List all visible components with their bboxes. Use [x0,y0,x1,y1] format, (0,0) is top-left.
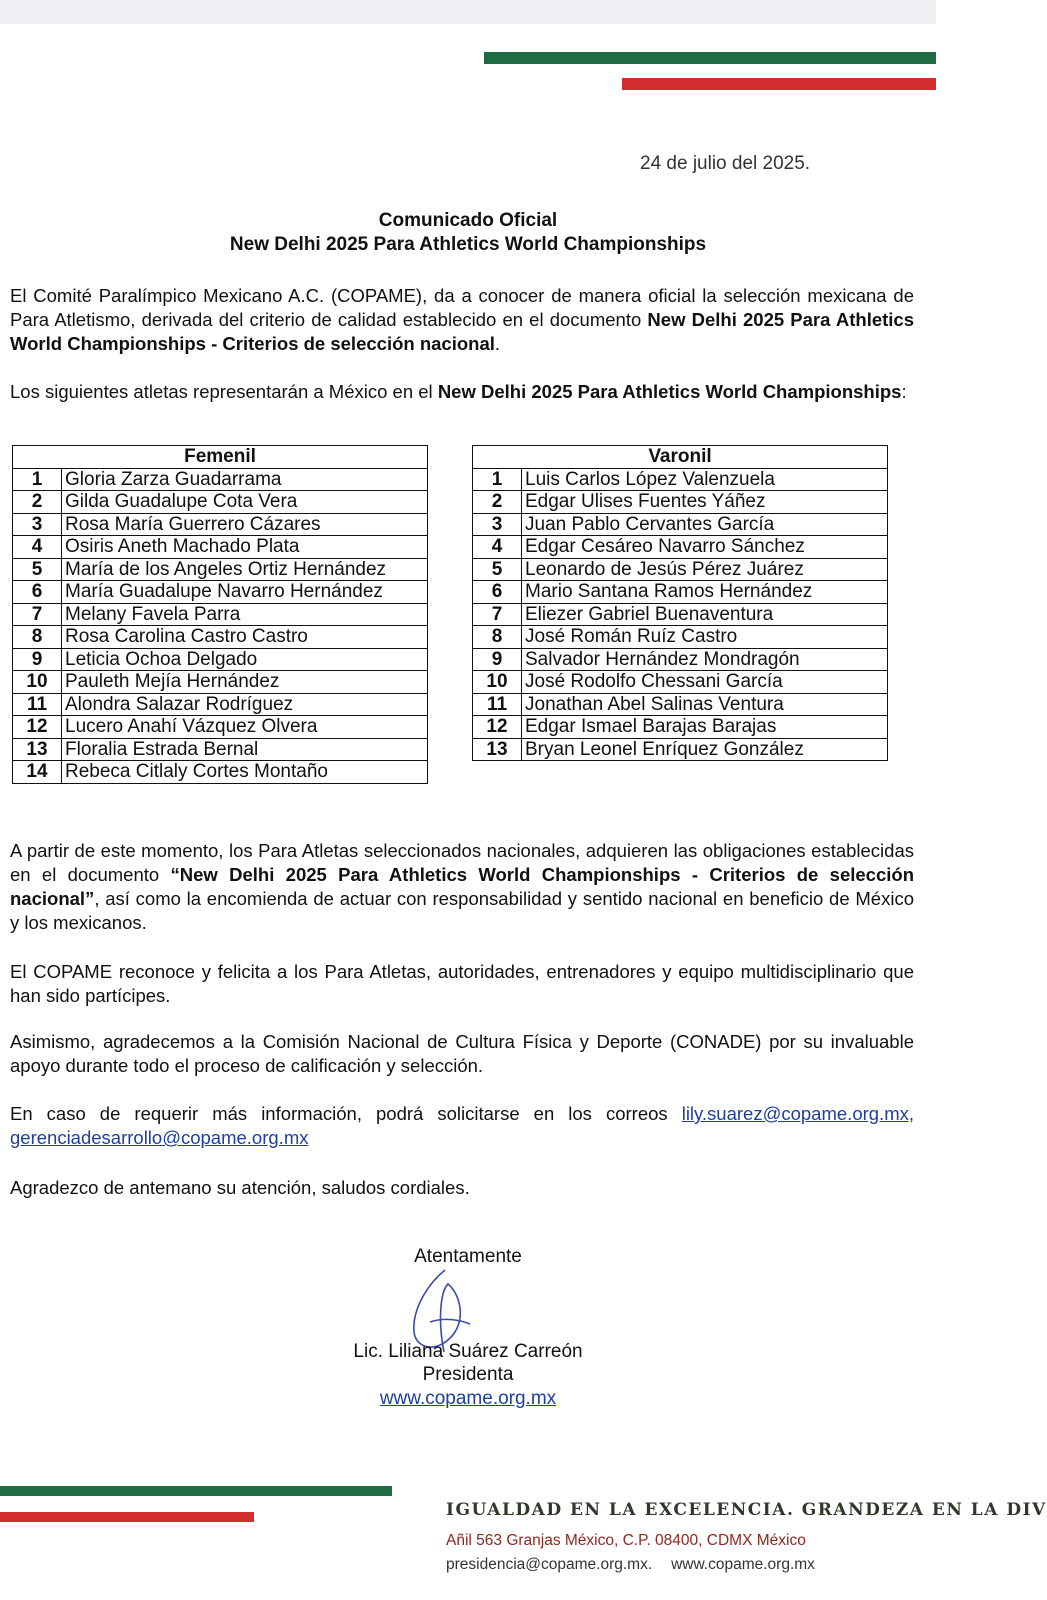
table-row [13,536,428,559]
table-row [13,761,428,784]
footer-email: presidencia@copame.org.mx. [446,1556,653,1573]
footer-green-bar [0,1486,392,1496]
row-number: 7 [473,603,522,626]
table-row [473,671,888,694]
footer-motto: IGUALDAD EN LA EXCELENCIA. GRANDEZA EN LA DIV [446,1500,1047,1520]
table-row [13,468,428,491]
varonil-table [472,445,888,761]
table-row [473,491,888,514]
athlete-name: Salvador Hernández Mondragón [522,648,888,671]
row-number: 8 [13,626,62,649]
footer-website: www.copame.org.mx [671,1556,815,1573]
table-row [13,738,428,761]
athlete-name: Pauleth Mejía Hernández [62,671,428,694]
table-row [13,581,428,604]
row-number: 13 [13,738,62,761]
table-row [13,513,428,536]
row-number: 3 [473,513,522,536]
athlete-name: Leticia Ochoa Delgado [62,648,428,671]
document-date: 24 de julio del 2025. [640,153,811,174]
table-row [473,738,888,761]
athlete-name: Juan Pablo Cervantes García [522,513,888,536]
athlete-name: Rosa Carolina Castro Castro [62,626,428,649]
table-row [473,626,888,649]
row-number: 8 [473,626,522,649]
athlete-name: Edgar Ulises Fuentes Yáñez [522,491,888,514]
row-number: 9 [13,648,62,671]
athlete-name: Gilda Guadalupe Cota Vera [62,491,428,514]
table-row [473,603,888,626]
email-link-gerencia[interactable]: gerenciadesarrollo@copame.org.mx [10,1127,309,1148]
row-number: 4 [473,536,522,559]
athlete-name: Osiris Aneth Machado Plata [62,536,428,559]
athlete-name: Leonardo de Jesús Pérez Juárez [522,558,888,581]
row-number: 10 [13,671,62,694]
footer-red-bar [0,1512,254,1522]
table-row [13,716,428,739]
intro-paragraph: El Comité Paralímpico Mexicano A.C. (COPAME), da a conocer de manera oficial la selección mexicana de Para Atletismo, derivada del criterio de calidad establecido en el documento New Delhi 2025 Para Athletics World Championships - Criterios de selección nacional. [10,285,915,354]
table-row [13,671,428,694]
femenil-header: Femenil [13,446,428,469]
table-row [13,693,428,716]
obligaciones-paragraph: A partir de este momento, los Para Atletas seleccionados nacionales, adquieren las obligaciones establecidas en el documento “New Delhi 2025 Para Athletics World Championships - Criterios de selección nacional”, así como la encomienda de actuar con responsabilidad y sentido nacional en beneficio de México y los mexicanos. [10,840,914,933]
athlete-name: José Rodolfo Chessani García [522,671,888,694]
info-paragraph: En caso de requerir más información, podrá solicitarse en los correos lily.suarez@copame.org.mx, gerenciadesarrollo@copame.org.mx [10,1103,914,1148]
row-number: 11 [13,693,62,716]
athlete-name: Bryan Leonel Enríquez González [522,738,888,761]
row-number: 1 [473,468,522,491]
row-number: 7 [13,603,62,626]
top-strip [0,0,936,24]
varonil-header: Varonil [473,446,888,469]
athlete-name: Rebeca Citlaly Cortes Montaño [62,761,428,784]
row-number: 11 [473,693,522,716]
table-row [473,536,888,559]
reconoce-paragraph: El COPAME reconoce y felicita a los Para Atletas, autoridades, entrenadores y equipo multidisciplinario que han sido partícipes. [10,961,914,1006]
athlete-name: Floralia Estrada Bernal [62,738,428,761]
row-number: 6 [13,581,62,604]
athlete-name: Gloria Zarza Guadarrama [62,468,428,491]
row-number: 5 [473,558,522,581]
athlete-name: Jonathan Abel Salinas Ventura [522,693,888,716]
table-row [473,648,888,671]
row-number: 6 [473,581,522,604]
signature-role: Presidenta [422,1364,514,1385]
table-row [13,603,428,626]
signature-closing: Atentamente [414,1246,522,1267]
email-link-lily[interactable]: lily.suarez@copame.org.mx, [681,1103,914,1124]
row-number: 9 [473,648,522,671]
signature-name: Lic. Liliana Suárez Carreón [353,1341,583,1362]
table-row [13,491,428,514]
row-number: 3 [13,513,62,536]
row-number: 12 [473,716,522,739]
website-link[interactable]: www.copame.org.mx [379,1388,557,1409]
lead-paragraph: Los siguientes atletas representarán a México en el New Delhi 2025 Para Athletics World Championships: [10,381,907,402]
athlete-name: María Guadalupe Navarro Hernández [62,581,428,604]
row-number: 5 [13,558,62,581]
table-row [13,648,428,671]
header-red-bar [622,78,936,90]
signature-website-row [0,1388,936,1410]
table-row [13,626,428,649]
table-row [473,468,888,491]
athlete-name: Mario Santana Ramos Hernández [522,581,888,604]
athlete-name: Luis Carlos López Valenzuela [522,468,888,491]
table-row [473,716,888,739]
athlete-name: Edgar Ismael Barajas Barajas [522,716,888,739]
athlete-name: Rosa María Guerrero Cázares [62,513,428,536]
header-green-bar [484,52,936,64]
footer-address: Añil 563 Granjas México, C.P. 08400, CDMX México [446,1532,806,1549]
athlete-name: Lucero Anahí Vázquez Olvera [62,716,428,739]
row-number: 12 [13,716,62,739]
row-number: 4 [13,536,62,559]
footer-contact [446,1556,815,1574]
table-row [473,581,888,604]
athlete-name: José Román Ruíz Castro [522,626,888,649]
closing-paragraph: Agradezco de antemano su atención, saludos cordiales. [10,1177,470,1198]
athlete-name: María de los Angeles Ortiz Hernández [62,558,428,581]
row-number: 10 [473,671,522,694]
row-number: 2 [13,491,62,514]
athlete-name: Edgar Cesáreo Navarro Sánchez [522,536,888,559]
table-row [473,558,888,581]
document-title: Comunicado Oficial [378,210,558,231]
row-number: 14 [13,761,62,784]
document-subtitle: New Delhi 2025 Para Athletics World Championships [229,234,707,255]
athlete-name: Alondra Salazar Rodríguez [62,693,428,716]
conade-paragraph: Asimismo, agradecemos a la Comisión Nacional de Cultura Física y Deporte (CONADE) por su invaluable apoyo durante todo el proceso de calificación y selección. [10,1031,914,1076]
row-number: 1 [13,468,62,491]
row-number: 13 [473,738,522,761]
femenil-table [12,445,428,784]
table-row [473,513,888,536]
table-row [473,693,888,716]
athlete-name: Eliezer Gabriel Buenaventura [522,603,888,626]
table-row [13,558,428,581]
athlete-name: Melany Favela Parra [62,603,428,626]
row-number: 2 [473,491,522,514]
